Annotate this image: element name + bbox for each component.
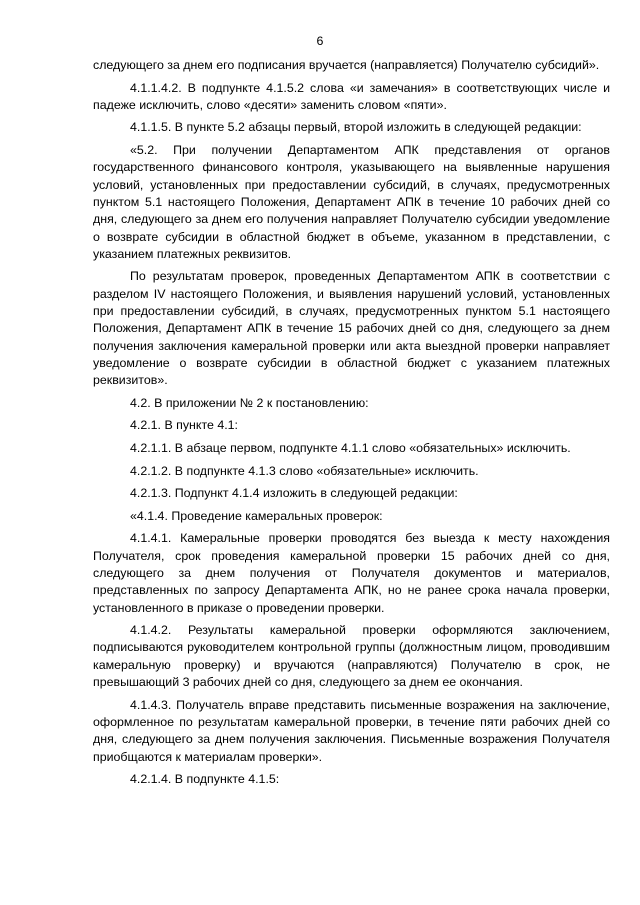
paragraph: 4.1.1.4.2. В подпункте 4.1.5.2 слова «и замечания» в соответствующих числе и падеже исключить, слово «десяти» заменить словом «пяти».	[93, 80, 610, 112]
paragraph: следующего за днем его подписания вручается (направляется) Получателю субсидий».	[93, 58, 600, 72]
paragraph: 4.2. В приложении № 2 к постановлению:	[130, 395, 369, 410]
paragraph: 4.2.1.4. В подпункте 4.1.5:	[130, 772, 280, 787]
paragraph: 4.2.1. В пункте 4.1:	[130, 418, 238, 433]
paragraph: 4.1.4.3. Получатель вправе представить письменные возражения на заключение, оформленное по результатам камеральной проверки, в течение пяти рабочих дней со дня, следующего за днем получения заключения. Письменные возражения Получателя приобщаются к материалам проверки».	[93, 697, 610, 764]
paragraph: 4.2.1.3. Подпункт 4.1.4 изложить в следующей редакции:	[130, 486, 458, 501]
paragraph: «4.1.4. Проведение камеральных проверок:	[130, 508, 383, 523]
paragraph: 4.1.4.2. Результаты камеральной проверки оформляются заключением, подписываются руководителем контрольной группы (должностным лицом, проводившим камеральную проверку) и вручаются (направляются) Получателю в срок, не превышающий 3 рабочих дней со дня, следующего за днем ее окончания.	[93, 623, 610, 690]
document-body	[93, 57, 610, 794]
paragraph: 4.2.1.2. В подпункте 4.1.3 слово «обязательные» исключить.	[130, 463, 479, 478]
page-number: 6	[316, 34, 324, 48]
paragraph: По результатам проверок, проведенных Департаментом АПК в соответствии с разделом IV настоящего Положения, и выявления нарушений условий, установленных при предоставлении субсидий, в случаях, предусмотренных пунктом 5.1 настоящего Положения, Департамент АПК в течение 15 рабочих дней со дня, следующего за днем получения заключения камеральной проверки или акта выездной проверки направляет уведомление о возврате субсидии в областной бюджет с указанием платежных реквизитов».	[93, 269, 610, 388]
paragraph: «5.2. При получении Департаментом АПК представления от органов государственного финансового контроля, указывающего на выявленные нарушения условий, установленных при предоставлении субсидий, в случаях, предусмотренных пунктом 5.1 настоящего Положения, Департамент АПК в течение 10 рабочих дней со дня, следующего за днем его получения направляет Получателю субсидии уведомление о возврате субсидии в областной бюджет в объеме, указанном в представлении, с указанием платежных реквизитов.	[93, 143, 610, 261]
paragraph: 4.2.1.1. В абзаце первом, подпункте 4.1.1 слово «обязательных» исключить.	[130, 441, 571, 456]
paragraph: 4.1.1.5. В пункте 5.2 абзацы первый, второй изложить в следующей редакции:	[130, 120, 582, 135]
paragraph: 4.1.4.1. Камеральные проверки проводятся без выезда к месту нахождения Получателя, срок проведения камеральной проверки 15 рабочих дней со дня, следующего за днем получения от Получателя документов и материалов, представленных по запросу Департамента АПК, но не ранее срока начала проверки, установленного в приказе о проведении проверки.	[93, 531, 610, 615]
